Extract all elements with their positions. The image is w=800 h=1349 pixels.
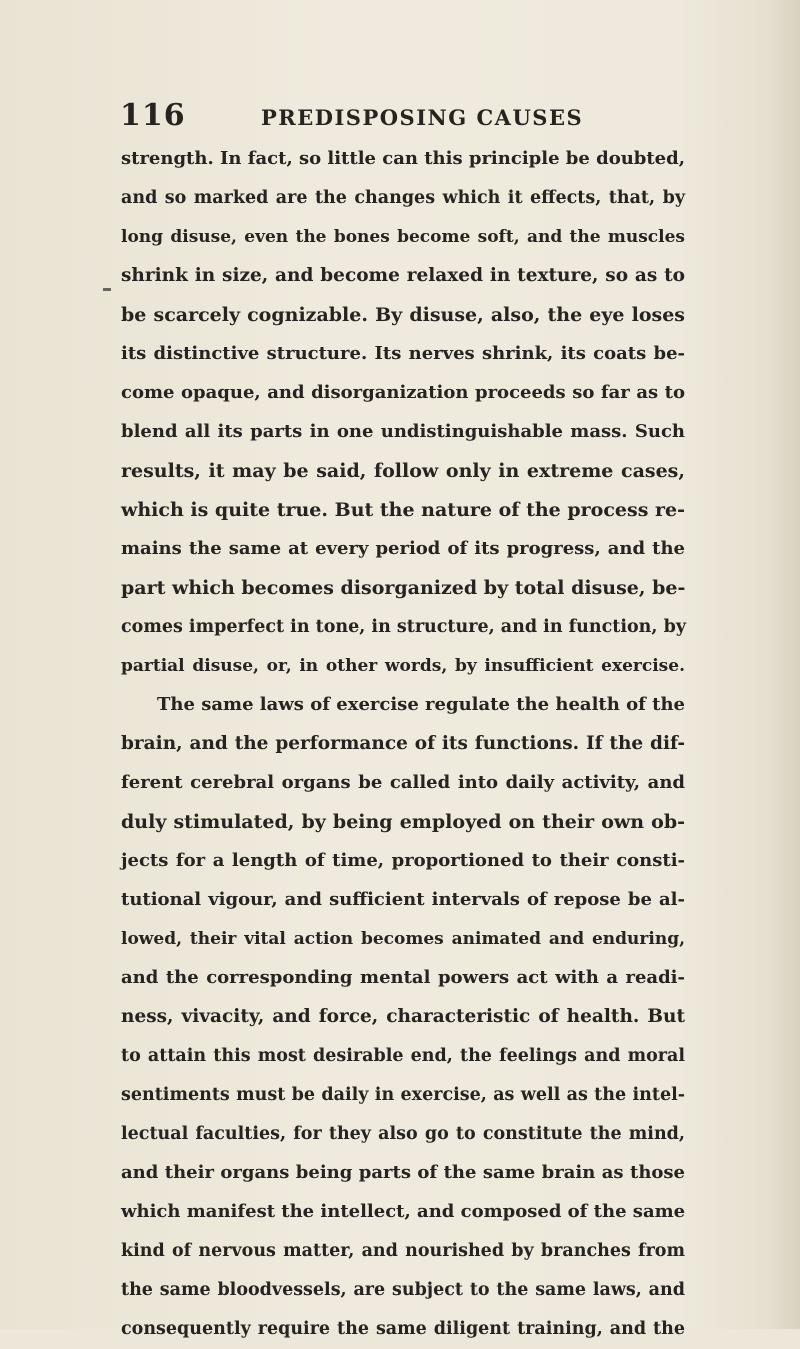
margin-mark (103, 288, 111, 291)
running-head: PREDISPOSING CAUSES (261, 105, 584, 130)
text-line: kind of nervous matter, and nourished by branches from (121, 1241, 685, 1261)
text-line: comes imperfect in tone, in structure, and in function, by (121, 617, 686, 637)
text-line: brain, and the performance of its functions. If the dif- (121, 733, 685, 754)
text-line: results, it may be said, follow only in extreme cases, (121, 460, 685, 482)
text-line: jects for a length of time, proportioned to their consti- (121, 850, 685, 871)
text-line: and the corresponding mental powers act with a readi- (121, 967, 685, 988)
text-line: long disuse, even the bones become soft, and the muscles (121, 227, 685, 247)
text-line: which manifest the intellect, and composed of the same (121, 1201, 686, 1222)
text-line: consequently require the same diligent training, and the (121, 1319, 685, 1339)
text-line: duly stimulated, by being employed on their own ob- (121, 811, 685, 833)
text-line: come opaque, and disorganization proceeds so far as to (121, 382, 685, 403)
text-line: ferent cerebral organs be called into daily activity, and (121, 772, 685, 793)
text-line: shrink in size, and become relaxed in texture, so as to (121, 265, 685, 286)
text-line: mains the same at every period of its progress, and the (121, 538, 685, 559)
text-line: sentiments must be daily in exercise, as well as the intel- (121, 1085, 685, 1105)
text-line: and their organs being parts of the same brain as those (121, 1162, 685, 1183)
page-header (0, 98, 800, 138)
text-line: tutional vigour, and sufficient intervals of repose be al- (121, 889, 685, 910)
text-line: be scarcely cognizable. By disuse, also, the eye loses (121, 304, 685, 326)
text-line: lectual faculties, for they also go to constitute the mind, (121, 1124, 685, 1144)
text-line: ness, vivacity, and force, characteristic of health. But (121, 1006, 685, 1027)
text-line: partial disuse, or, in other words, by insufficient exercise. (121, 656, 685, 676)
text-line: and so marked are the changes which it effects, that, by (121, 188, 685, 208)
text-line: its distinctive structure. Its nerves shrink, its coats be- (121, 343, 685, 364)
text-line: the same bloodvessels, are subject to the same laws, and (121, 1280, 685, 1300)
text-line: lowed, their vital action becomes animated and enduring, (121, 929, 685, 949)
text-line: The same laws of exercise regulate the health of the (157, 694, 685, 715)
text-line: part which becomes disorganized by total disuse, be- (121, 577, 686, 599)
page-number: 116 (120, 98, 186, 133)
text-line: to attain this most desirable end, the feelings and moral (121, 1046, 685, 1066)
text-line: strength. In fact, so little can this principle be doubted, (121, 148, 685, 169)
text-line: which is quite true. But the nature of the process re- (121, 499, 685, 521)
text-line: blend all its parts in one undistinguishable mass. Such (121, 421, 685, 442)
